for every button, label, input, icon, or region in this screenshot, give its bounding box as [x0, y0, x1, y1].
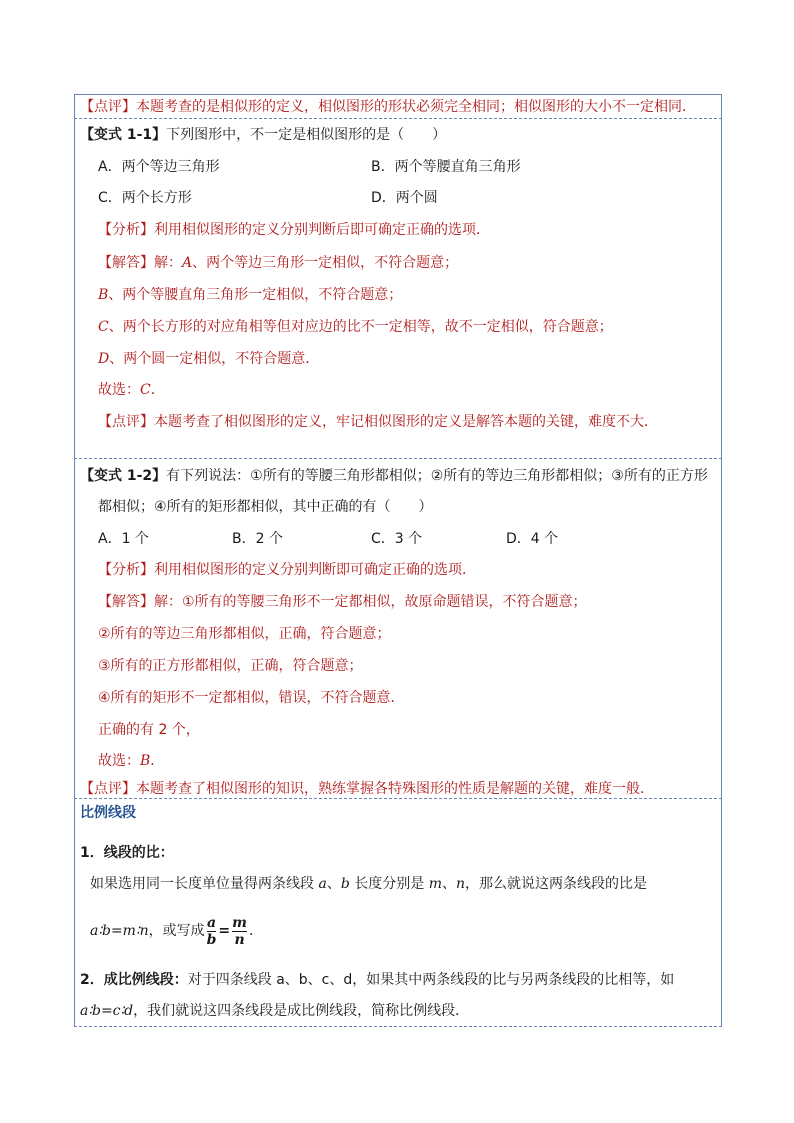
solution-text: 、两个等腰直角三角形一定相似，不符合题意； — [108, 287, 403, 303]
variant1-solution-line — [98, 317, 613, 337]
frame-section — [74, 798, 722, 1026]
frac-denominator: n — [234, 931, 245, 948]
solution-lead: 解： — [154, 255, 182, 271]
frac-numerator: m — [232, 914, 247, 931]
variant1-comment — [98, 412, 658, 432]
section-title: 比例线段 — [80, 805, 136, 821]
comment-tag: 【点评】 — [80, 99, 136, 115]
variant2-comment — [80, 779, 654, 799]
variant2-option-d: D．4 个 — [506, 531, 559, 547]
variant2-solution-line: ③所有的正方形都相似，正确，符合题意； — [98, 658, 363, 674]
comment-text: 本题考查了相似图形的知识，熟练掌握各特殊图形的性质是解题的关键，难度一般． — [136, 781, 654, 797]
var-m: m — [428, 876, 442, 892]
choice-letter: B — [98, 287, 109, 303]
comment-tag: 【点评】 — [80, 781, 136, 797]
frac-numerator: a — [206, 914, 217, 931]
ratio-formula — [90, 914, 263, 950]
variant2-question-line1: 有下列说法：①所有的等腰三角形都相似；②所有的等边三角形都相似；③所有的正方形 — [166, 468, 708, 484]
item2-text: 对于四条线段 a、b、c、d，如果其中两条线段的比与另两条线段的比相等，如 — [187, 972, 675, 988]
solution-text: 、两个长方形的对应角相等但对应边的比不一定相等，故不一定相似，符合题意； — [108, 319, 613, 335]
variant2-option-c: C．3 个 — [371, 531, 423, 547]
variant2-tag: 【变式 1-2】 — [80, 468, 167, 484]
choose-letter: B — [140, 753, 151, 769]
choose-prefix: 故选： — [98, 753, 140, 769]
divider — [74, 118, 722, 119]
variant1-option-b: B．两个等腰直角三角形 — [371, 159, 521, 175]
choice-letter: D — [98, 351, 110, 367]
sep: 、 — [326, 876, 341, 892]
ratio-expr: a∶b=m∶n — [90, 923, 149, 939]
ratio-end: ． — [248, 923, 263, 939]
item1-text — [90, 874, 647, 894]
item2-expr: a∶b=c∶d — [80, 1003, 134, 1019]
variant1-solution-line — [98, 349, 319, 369]
variant1-question — [80, 125, 446, 145]
choose-suffix: ． — [150, 753, 165, 769]
variant1-solution-line — [98, 285, 402, 305]
variant1-tag: 【变式 1-1】 — [80, 127, 167, 143]
choose-letter: C — [140, 382, 151, 398]
comment-tag: 【点评】 — [98, 414, 154, 430]
frac-denominator: b — [206, 931, 217, 948]
choose-prefix: 故选： — [98, 382, 140, 398]
variant2-solution-line: ②所有的等边三角形都相似，正确，符合题意； — [98, 626, 391, 642]
comment-text: 本题考查的是相似形的定义，相似图形的形状必须完全相同；相似图形的大小不一定相同． — [136, 99, 696, 115]
variant1-question-text: 下列图形中，不一定是相似图形的是（ ） — [166, 127, 447, 143]
item2-line2 — [80, 1001, 469, 1021]
item1-text-part: ，那么就说这两条线段的比是 — [465, 876, 647, 892]
item2-title: 2．成比例线段： — [80, 972, 188, 988]
comment-top — [80, 97, 696, 117]
choice-letter: A — [182, 255, 193, 271]
variant2-solution-line: 正确的有 2 个， — [98, 722, 200, 738]
solution-text: 解：①所有的等腰三角形不一定都相似，故原命题错误，不符合题意； — [154, 594, 587, 610]
analysis-text: 利用相似图形的定义分别判断后即可确定正确的选项． — [154, 222, 490, 238]
var-a: a — [318, 876, 327, 892]
variant2-choose — [98, 751, 164, 771]
item1-text-part: 如果选用同一长度单位量得两条线段 — [90, 876, 319, 892]
choose-suffix: ． — [150, 382, 165, 398]
comment-text: 本题考查了相似图形的定义，牢记相似图形的定义是解答本题的关键，难度不大． — [154, 414, 658, 430]
var-n: n — [455, 876, 465, 892]
item2-text: ，我们就说这四条线段是成比例线段，简称比例线段． — [133, 1003, 470, 1019]
analysis-tag: 【分析】 — [98, 222, 154, 238]
solution-tag: 【解答】 — [98, 594, 154, 610]
variant1-option-d: D．两个圆 — [371, 190, 438, 206]
item1-title: 1．线段的比： — [80, 845, 174, 861]
solution-text: 、两个圆一定相似，不符合题意． — [109, 351, 320, 367]
variant2-question-line2: 都相似；④所有的矩形都相似，其中正确的有（ ） — [98, 499, 433, 515]
divider — [74, 458, 722, 459]
item2-line1 — [80, 970, 674, 990]
variant2-solution-line — [98, 592, 587, 612]
ratio-or: ，或写成 — [148, 923, 205, 939]
choice-letter: C — [98, 319, 109, 335]
analysis-tag: 【分析】 — [98, 562, 154, 578]
solution-tag: 【解答】 — [98, 255, 154, 271]
variant2-option-b: B．2 个 — [232, 531, 283, 547]
divider — [74, 94, 722, 95]
variant2-question — [80, 466, 708, 486]
divider — [74, 1026, 722, 1027]
variant1-choose — [98, 380, 165, 400]
variant2-option-a: A．1 个 — [98, 531, 149, 547]
item1-text-part: 长度分别是 — [349, 876, 429, 892]
variant2-solution-line: ④所有的矩形不一定都相似，错误，不符合题意． — [98, 690, 405, 706]
analysis-text: 利用相似图形的定义分别判断即可确定正确的选项． — [154, 562, 476, 578]
fraction-a-over-b — [207, 916, 217, 947]
frac-equals: = — [218, 923, 231, 939]
variant1-option-a: A．两个等边三角形 — [98, 159, 220, 175]
variant1-solution-line — [98, 253, 458, 273]
variant1-analysis — [98, 220, 490, 240]
variant2-analysis — [98, 560, 476, 580]
variant1-option-c: C．两个长方形 — [98, 190, 192, 206]
solution-text: 、两个等边三角形一定相似，不符合题意； — [192, 255, 459, 271]
fraction-m-over-n — [232, 916, 247, 947]
var-b: b — [340, 876, 350, 892]
sep: 、 — [441, 876, 456, 892]
